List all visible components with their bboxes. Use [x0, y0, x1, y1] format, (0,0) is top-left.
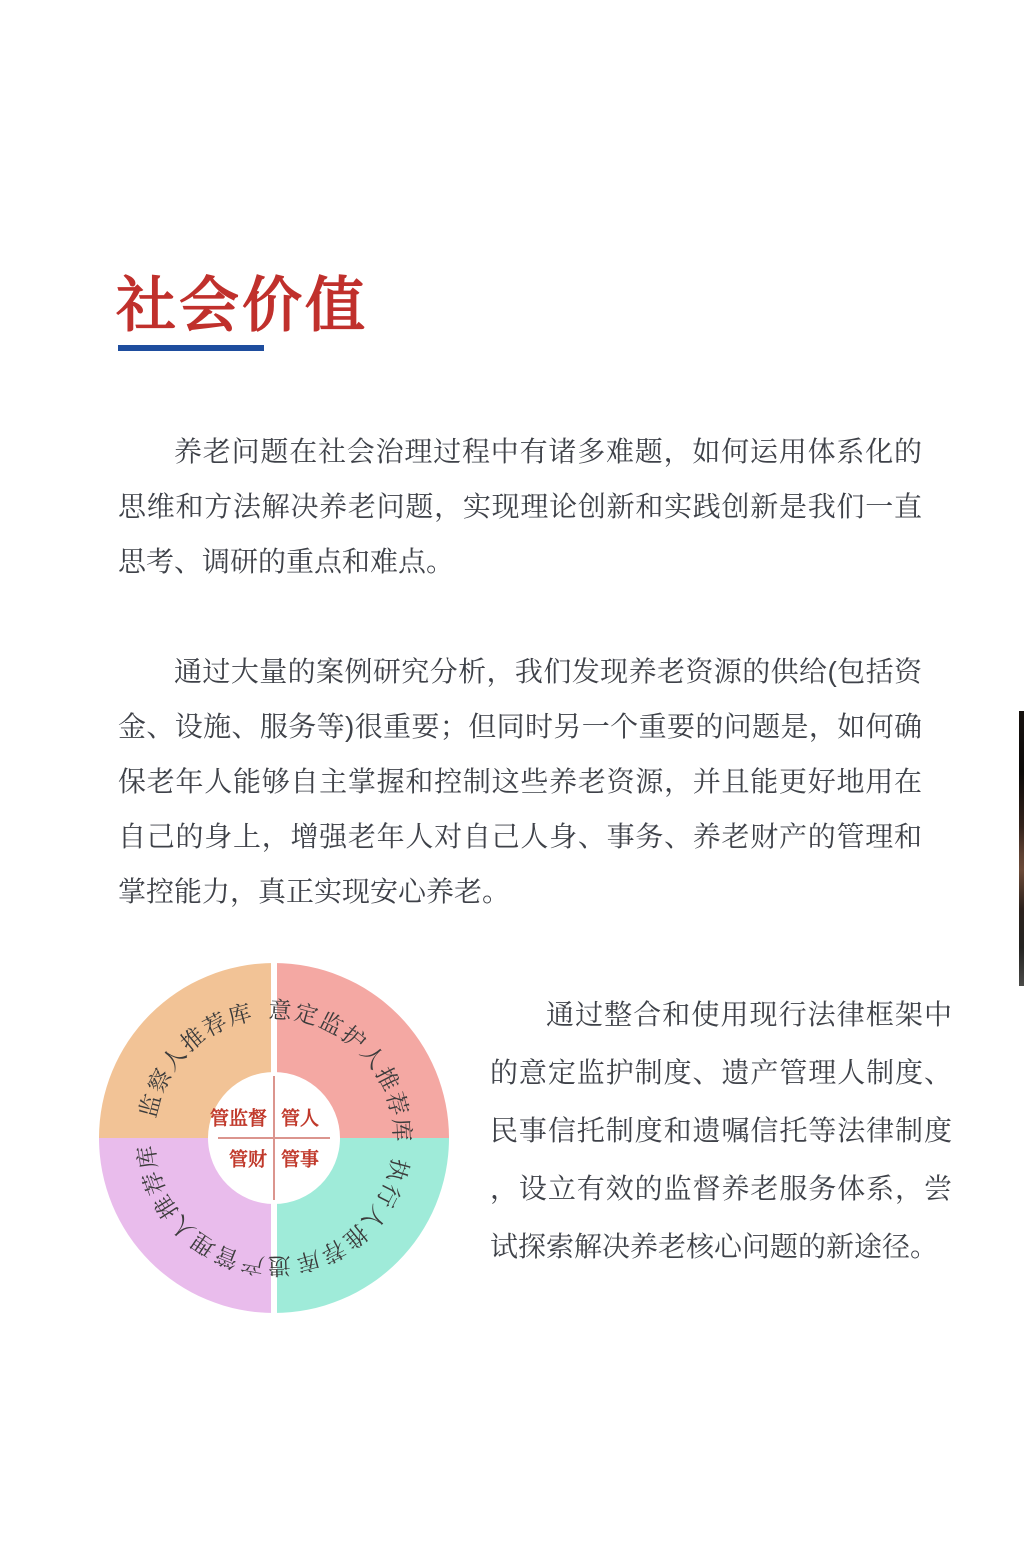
page-title: 社会价值 — [116, 272, 368, 339]
segment-label-bottom-right: 执行人推荐库 — [291, 1155, 414, 1278]
segment-label-top-left: 监察人推荐库 — [134, 998, 257, 1121]
center-label-affairs: 管事 — [281, 1149, 320, 1171]
paragraph-2: 通过大量的案例研究分析，我们发现养老资源的供给(包括资金、设施、服务等)很重要；但同时另一个重要的问题是，如何确保老年人能够自主掌握和控制这些养老资源，并且能更好地用在自己的身上，增强老年人对自己人身、事务、养老财产的管理和掌控能力，真正实现安心养老。 — [118, 656, 922, 907]
segment-label-top-right: 意定监护人推荐库 — [267, 996, 416, 1145]
donut-chart — [84, 948, 464, 1328]
donut-chart-svg — [84, 948, 464, 1328]
page-edge-image-sliver — [1019, 711, 1024, 986]
center-label-finance: 管财 — [228, 1149, 267, 1171]
paragraph-3: 通过整合和使用现行法律框架中的意定监护制度、遗产管理人制度、民事信托制度和遗嘱信托等法律制度，设立有效的监督养老服务体系，尝试探索解决养老核心问题的新途径。 — [490, 999, 952, 1262]
center-label-person: 管人 — [281, 1108, 320, 1130]
segment-label-bottom-left: 遗产管理人推荐库 — [132, 1141, 292, 1280]
center-label-supervision: 管监督 — [209, 1108, 267, 1130]
title-underline — [118, 345, 264, 351]
paragraph-1: 养老问题在社会治理过程中有诸多难题，如何运用体系化的思维和方法解决养老问题，实现理论创新和实践创新是我们一直思考、调研的重点和难点。 — [118, 436, 922, 577]
